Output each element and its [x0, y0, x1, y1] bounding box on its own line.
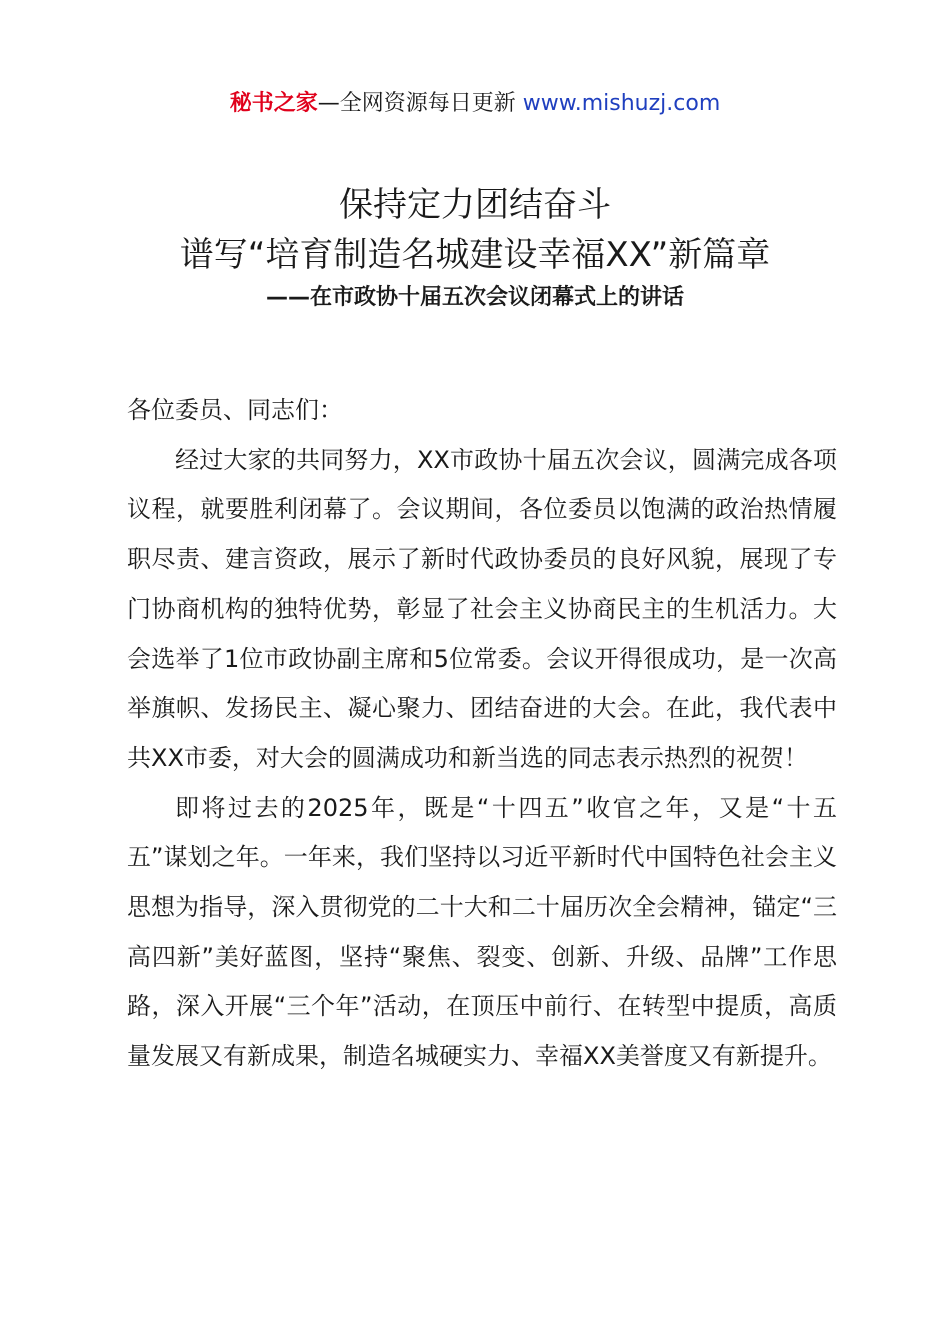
title-block — [0, 180, 950, 314]
paragraph: 即将过去的2025年，既是“十四五”收官之年，又是“十五五”谋划之年。一年来，我们坚持以习近平新时代中国特色社会主义思想为指导，深入贯彻党的二十大和二十届历次全会精神，锚定“三高四新”美好蓝图，坚持“聚焦、裂变、创新、升级、品牌”工作思路，深入开展“三个年”活动，在顶压中前行、在转型中提质，高质量发展又有新成果，制造名城硬实力、幸福XX美誉度又有新提升。 — [127, 793, 837, 1071]
header-tagline: —全网资源每日更新 — [317, 91, 516, 116]
site-url-link[interactable]: www.mishuzj.com — [522, 91, 721, 116]
speech-subtitle: ——在市政协十届五次会议闭幕式上的讲话 — [265, 285, 684, 310]
brand-name: 秘书之家 — [229, 91, 318, 116]
title-line-2: 谱写“培育制造名城建设幸福XX”新篇章 — [179, 235, 771, 275]
paragraph: 经过大家的共同努力，XX市政协十届五次会议，圆满完成各项议程，就要胜利闭幕了。会议期间，各位委员以饱满的政治热情履职尽责、建言资政，展示了新时代政协委员的良好风貌，展现了专门协商机构的独特优势，彰显了社会主义协商民主的生机活力。大会选举了1位市政协副主席和5位常委。会议开得很成功，是一次高举旗帜、发扬民主、凝心聚力、团结奋进的大会。在此，我代表中共XX市委，对大会的圆满成功和新当选的同志表示热烈的祝贺！ — [127, 445, 837, 772]
speech-body — [127, 386, 837, 1082]
title-line-1: 保持定力团结奋斗 — [339, 185, 611, 225]
greeting: 各位委员、同志们： — [127, 396, 343, 424]
site-header — [0, 88, 950, 120]
